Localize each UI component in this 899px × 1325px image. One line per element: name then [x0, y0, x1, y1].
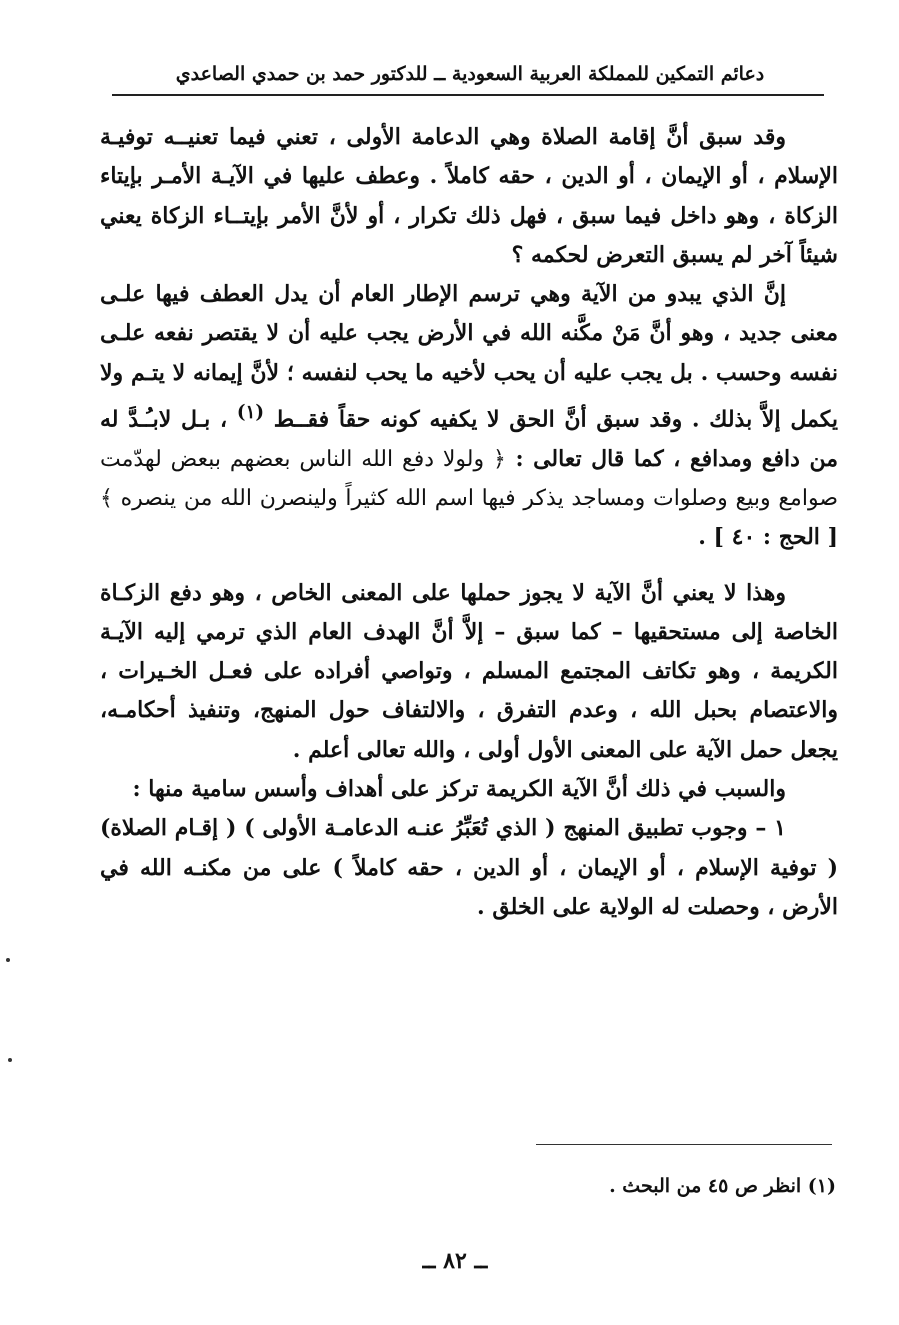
paragraph-2-text-b: ، بـل لابـُـدَّ له من دافع ومدافع ، كما قال تعالى : — [100, 406, 838, 472]
paragraph-3: وهذا لا يعني أنَّ الآية لا يجوز حملها على المعنى الخاص ، وهو دفع الزكـاة الخاصة إلى مستحقيها – كما سبق – إلاَّ أنَّ الهدف العام الذي ترمي إليه الآيـة الكريمة ، وهو تكاتف المجتمع المسلم ، وتواصي أفراده على فعـل الخـيرات ، والاعتصام بحبل الله ، وعدم التفرق ، والالتفاف حول المنهج، وتنفيذ أحكامـه، يجعل حمل الآية على المعنى الأول أولى ، والله تعالى أعلم . — [100, 579, 838, 763]
running-header: دعائم التمكين للمملكة العربية السعودية ــ للدكتور حمد بن حمدي الصاعدي — [175, 63, 765, 85]
footnote-reference: (١) — [236, 402, 265, 424]
paragraph-2-text-a: إنَّ الذي يبدو من الآية وهي ترسم الإطار العام أن يدل العطف فيها علـى معنى جديد ، وهو أنَّ مَنْ مكَّنه الله في الأرض يجب عليه أن لا يقتصر نفعه علـى نفسه وحسب . بل يجب عليه أن يحب لأخيه ما يحب لنفسه ؛ لأنَّ إيمانه لا يتـم ولا يكمل إلاَّ بذلك . وقد سبق أنَّ الحق لا يكفيه كونه حقاً فقــط — [100, 281, 838, 433]
header-divider — [112, 94, 824, 96]
paragraph-4: والسبب في ذلك أنَّ الآية الكريمة تركز على أهداف وأسس سامية منها : — [132, 776, 786, 803]
paragraph-5: ١ – وجوب تطبيق المنهج ( الذي تُعَبِّرُ عنـه الدعامـة الأولى ) ( إقـام الصلاة) ( توفية الإسلام ، أو الإيمان ، أو الدين ، حقه كاملاً ) على من مكنـه الله في الأرض ، وحصلت له الولاية على الخلق . — [100, 815, 838, 920]
margin-speck — [8, 1058, 12, 1062]
quran-verse: ﴿ ولولا دفع الله الناس بعضهم ببعض لهدّمت صوامع وبيع وصلوات ومساجد يذكر فيها اسم الله كثيراً ولينصرن الله من ينصره ﴾ — [100, 446, 838, 511]
page-number: ــ ٨٢ ــ — [422, 1248, 488, 1274]
paragraph-1: وقد سبق أنَّ إقامة الصلاة وهي الدعامة الأولى ، تعني فيما تعنيــه توفيـة الإسلام ، أو الإيمان ، أو الدين ، حقه كاملاً . وعطف عليها في الآيـة الأمـر بإيتاء الزكاة ، وهو داخل فيما سبق ، فهل ذلك تكرار ، أو لأنَّ الأمر بإيتــاء الزكاة يعني شيئاً آخر لم يسبق التعرض لحكمه ؟ — [100, 124, 838, 268]
footnote-divider — [536, 1144, 832, 1145]
margin-speck — [6, 958, 10, 962]
main-text — [100, 118, 838, 927]
footnote: (١) انظر ص ٤٥ من البحث . — [609, 1175, 836, 1197]
verse-citation: [ الحج : ٤٠ ] . — [698, 524, 838, 551]
paragraph-2 — [100, 275, 838, 557]
